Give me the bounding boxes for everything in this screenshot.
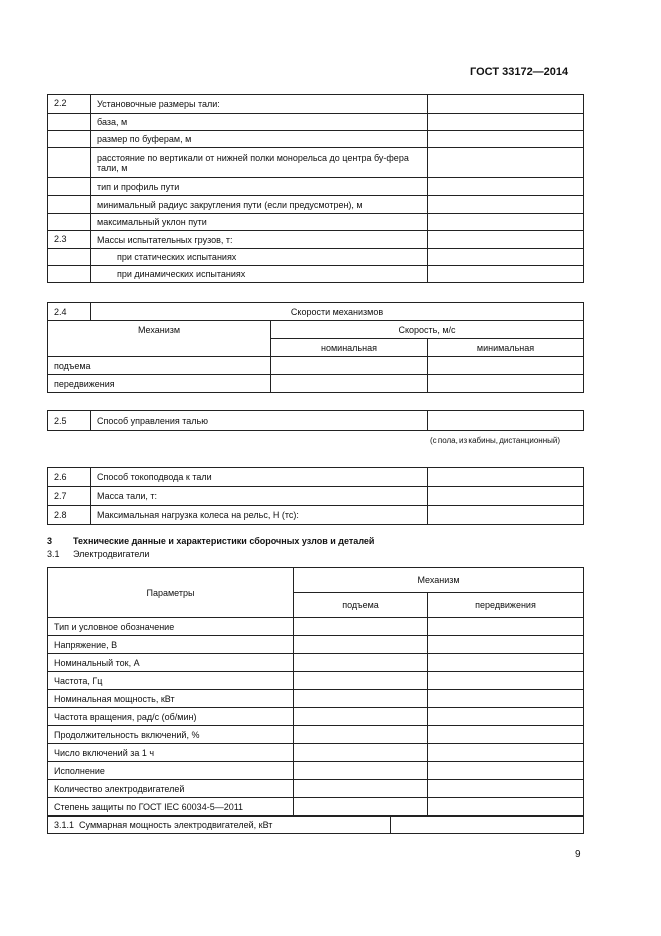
value-cell [294, 690, 428, 708]
value-cell [428, 636, 584, 654]
table-row [48, 214, 584, 231]
row-text: расстояние по вертикали от нижней полки монорельса до центра бу-фера тали, м [91, 148, 428, 178]
table-row [48, 636, 584, 654]
value-cell [428, 196, 584, 214]
section-title: Технические данные и характеристики сборочных узлов и деталей [73, 536, 375, 546]
row-number [48, 131, 91, 148]
value-cell [428, 506, 584, 525]
table-row [48, 798, 584, 816]
column-header-minimal: минимальная [428, 339, 584, 357]
row-number: 3.1.1 [54, 820, 75, 830]
table-row [48, 231, 584, 249]
installation-dimensions-table [47, 94, 584, 283]
value-cell [428, 357, 584, 375]
value-cell [428, 214, 584, 231]
total-power-table [47, 816, 584, 834]
row-text: размер по буферам, м [91, 131, 428, 148]
row-number [48, 266, 91, 283]
table-row [48, 654, 584, 672]
table-row [48, 178, 584, 196]
row-number [48, 214, 91, 231]
row-text: Массы испытательных грузов, т: [91, 231, 428, 249]
value-cell [294, 708, 428, 726]
row-text: при статических испытаниях [91, 249, 428, 266]
value-cell [271, 357, 428, 375]
table-row [48, 506, 584, 525]
value-cell [428, 95, 584, 114]
table-row [48, 148, 584, 178]
value-cell [428, 654, 584, 672]
table-row [48, 249, 584, 266]
mechanism-name: передвижения [48, 375, 271, 393]
section-3-heading [47, 536, 374, 546]
value-cell [294, 636, 428, 654]
subsection-3-1-heading [47, 549, 149, 559]
value-cell [428, 148, 584, 178]
row-number: 2.8 [48, 506, 91, 525]
row-number [48, 114, 91, 131]
row-number [48, 178, 91, 196]
subsection-title: Электродвигатели [73, 549, 150, 559]
mechanism-name: подъема [48, 357, 271, 375]
row-text: тип и профиль пути [91, 178, 428, 196]
value-cell [428, 762, 584, 780]
row-text: Способ токоподвода к тали [91, 468, 428, 487]
value-cell [428, 780, 584, 798]
parameter-name: Частота вращения, рад/с (об/мин) [48, 708, 294, 726]
column-header-mechanism: Механизм [294, 568, 584, 593]
row-text: максимальный уклон пути [91, 214, 428, 231]
row-number: 2.5 [48, 411, 91, 431]
parameter-name: Степень защиты по ГОСТ IEC 60034-5—2011 [48, 798, 294, 816]
column-header-travel: передвижения [428, 593, 584, 618]
table-row [48, 762, 584, 780]
row-number [48, 148, 91, 178]
value-cell [428, 178, 584, 196]
value-cell [428, 618, 584, 636]
table-row [48, 487, 584, 506]
table-row [48, 690, 584, 708]
table-title: Скорости механизмов [91, 303, 584, 321]
value-cell [294, 672, 428, 690]
table-row [48, 131, 584, 148]
row-number: 2.3 [48, 231, 91, 249]
value-cell [428, 487, 584, 506]
parameter-name: Частота, Гц [48, 672, 294, 690]
column-header-nominal: номинальная [271, 339, 428, 357]
section-number: 3 [47, 536, 53, 546]
table-row [48, 618, 584, 636]
table-row [48, 468, 584, 487]
table-row [48, 672, 584, 690]
value-cell [428, 468, 584, 487]
document-code: ГОСТ 33172—2014 [470, 66, 569, 78]
value-cell [428, 708, 584, 726]
table-row [48, 780, 584, 798]
table-row [48, 726, 584, 744]
total-power-label [48, 817, 391, 834]
value-cell [294, 780, 428, 798]
table-row [48, 95, 584, 114]
row-text: Масса тали, т: [91, 487, 428, 506]
mechanism-speeds-table [47, 302, 584, 393]
value-cell [428, 411, 584, 431]
page-number: 9 [575, 849, 581, 860]
row-number: 2.7 [48, 487, 91, 506]
value-cell [428, 726, 584, 744]
row-number: 2.6 [48, 468, 91, 487]
value-cell [428, 798, 584, 816]
column-header-lift: подъема [294, 593, 428, 618]
value-cell [428, 131, 584, 148]
parameter-name: Номинальный ток, А [48, 654, 294, 672]
value-cell [428, 249, 584, 266]
value-cell [294, 726, 428, 744]
value-cell [294, 762, 428, 780]
table-row [48, 744, 584, 762]
value-cell [294, 798, 428, 816]
parameter-name: Количество электродвигателей [48, 780, 294, 798]
parameter-name: Напряжение, В [48, 636, 294, 654]
row-text: Суммарная мощность электродвигателей, кВт [79, 820, 273, 830]
parameter-name: Тип и условное обозначение [48, 618, 294, 636]
row-text: при динамических испытаниях [91, 266, 428, 283]
row-number: 2.2 [48, 95, 91, 114]
row-number [48, 196, 91, 214]
row-number [48, 249, 91, 266]
value-cell [428, 231, 584, 249]
value-cell [271, 375, 428, 393]
value-cell [428, 672, 584, 690]
parameter-name: Исполнение [48, 762, 294, 780]
parameter-name: Продолжительность включений, % [48, 726, 294, 744]
column-header-speed: Скорость, м/с [271, 321, 584, 339]
value-cell [391, 817, 584, 834]
power-supply-table [47, 467, 584, 525]
row-text: минимальный радиус закругления пути (если предусмотрен), м [91, 196, 428, 214]
row-text: база, м [91, 114, 428, 131]
electric-motors-table [47, 567, 584, 816]
parameter-name: Число включений за 1 ч [48, 744, 294, 762]
control-method-table [47, 410, 584, 431]
value-cell [428, 690, 584, 708]
table-row [48, 266, 584, 283]
value-cell [428, 114, 584, 131]
table-row [48, 114, 584, 131]
row-text: Максимальная нагрузка колеса на рельс, Н (тс): [91, 506, 428, 525]
value-cell [428, 266, 584, 283]
value-cell [294, 744, 428, 762]
parameter-name: Номинальная мощность, кВт [48, 690, 294, 708]
column-header-params: Параметры [48, 568, 294, 618]
subsection-number: 3.1 [47, 549, 60, 559]
row-text: Способ управления талью [91, 411, 428, 431]
row-number: 2.4 [48, 303, 91, 321]
value-cell [428, 744, 584, 762]
value-cell [294, 654, 428, 672]
value-cell [428, 375, 584, 393]
column-header-mechanism: Механизм [48, 321, 271, 357]
control-method-note: (с пола, из кабины, дистанционный) [430, 436, 560, 445]
table-row [48, 196, 584, 214]
value-cell [294, 618, 428, 636]
table-row [48, 708, 584, 726]
row-text: Установочные размеры тали: [91, 95, 428, 114]
